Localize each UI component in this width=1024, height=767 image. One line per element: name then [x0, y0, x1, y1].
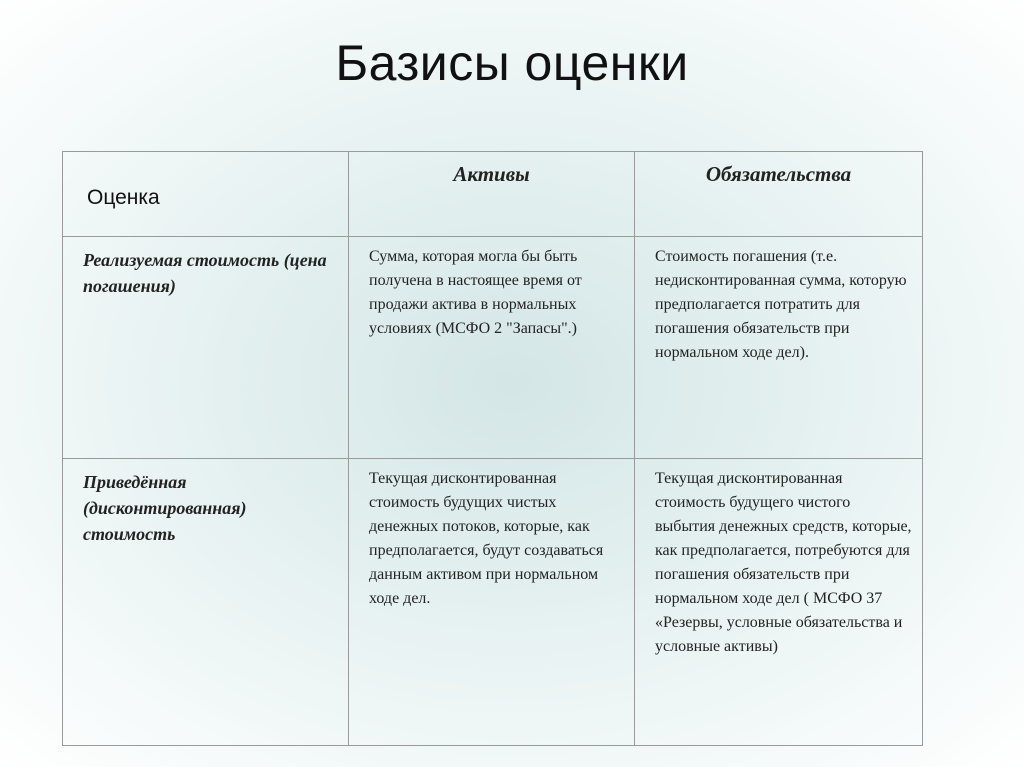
row-header-present-value: Приведённая (дисконтированная) стоимость	[63, 459, 349, 746]
cell-present-value-liabilities: Текущая дисконтированная стоимость будущего чистого выбытия денежных средств, которые, как предполагается, потребуются для погашения обязательств при нормальном ходе дел ( МСФО 37 «Резервы, условные обязательства и условные активы)	[635, 459, 923, 746]
cell-realizable-assets: Сумма, которая могла бы быть получена в настоящее время от продажи актива в нормальных условиях (МСФО 2 "Запасы".)	[349, 237, 635, 459]
table-header-row	[63, 152, 923, 237]
column-header-liabilities: Обязательства	[635, 152, 923, 237]
table-row	[63, 237, 923, 459]
column-header-assets: Активы	[349, 152, 635, 237]
valuation-bases-table	[62, 151, 923, 746]
cell-present-value-assets: Текущая дисконтированная стоимость будущих чистых денежных потоков, которые, как предполагается, будут создаваться данным активом при нормальном ходе дел.	[349, 459, 635, 746]
corner-header-cell: Оценка	[63, 152, 349, 237]
slide-title: Базисы оценки	[335, 35, 689, 91]
cell-realizable-liabilities: Стоимость погашения (т.е. недисконтированная сумма, которую предполагается потратить для погашения обязательств при нормальном ходе дел).	[635, 237, 923, 459]
table-row	[63, 459, 923, 746]
row-header-realizable-value: Реализуемая стоимость (цена погашения)	[63, 237, 349, 459]
